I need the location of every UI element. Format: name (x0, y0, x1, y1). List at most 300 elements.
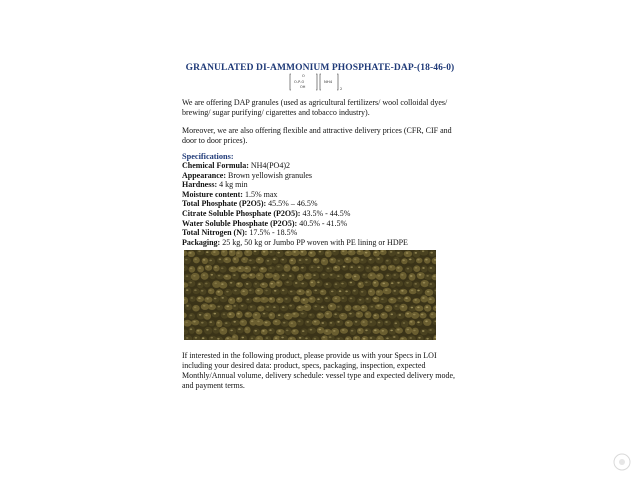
granule-highlight (259, 307, 262, 309)
granule (303, 304, 311, 311)
granule-highlight (359, 299, 362, 301)
granule-highlight (221, 297, 224, 299)
granule (427, 296, 435, 303)
granule (237, 327, 244, 334)
granule (232, 288, 241, 295)
granule (310, 280, 316, 287)
granule-highlight (190, 328, 193, 330)
granule (185, 287, 192, 294)
granule-highlight (191, 297, 194, 299)
spec-label: Citrate Soluble Phosphate (P2O5): (182, 208, 301, 218)
granule-highlight (229, 313, 232, 315)
granule (385, 273, 392, 280)
granule (231, 320, 240, 326)
granule (296, 289, 305, 295)
granule (265, 273, 273, 279)
granule-highlight (214, 266, 217, 268)
spec-value: 17.5% - 18.5% (247, 228, 298, 238)
granule-highlight (203, 259, 206, 261)
granule (288, 290, 296, 296)
granule-highlight (418, 337, 421, 339)
granule (236, 250, 243, 257)
granule-highlight (403, 322, 406, 324)
granule (204, 281, 211, 287)
granule-highlight (310, 329, 313, 331)
granule-highlight (290, 338, 293, 340)
granule-highlight (346, 274, 349, 276)
granule-highlight (350, 266, 353, 268)
granule-highlight (205, 283, 208, 285)
spec-value: 4 kg min (217, 180, 248, 190)
granule-highlight (206, 298, 209, 300)
granule-highlight (242, 274, 245, 276)
granule (384, 320, 391, 326)
granule (300, 265, 306, 272)
granule (192, 305, 199, 312)
granule-highlight (369, 290, 372, 292)
granule (412, 328, 419, 335)
granule-highlight (289, 275, 292, 277)
delivery-paragraph: Moreover, we are also offering flexible and attractive delivery prices (CFR, CIF and door to door prices). (182, 126, 452, 145)
granule (324, 296, 331, 302)
granule (416, 258, 423, 264)
granule (223, 257, 231, 263)
granule (344, 289, 351, 295)
granule-highlight (190, 315, 193, 317)
granule-highlight (322, 260, 325, 262)
granule-highlight (381, 266, 384, 268)
granule (308, 313, 315, 319)
granule (280, 273, 288, 280)
granule-highlight (249, 289, 252, 291)
granule (345, 305, 352, 312)
granule (219, 295, 227, 302)
granule-highlight (249, 260, 252, 262)
granule-highlight (330, 274, 333, 276)
granule (189, 266, 196, 273)
granule-highlight (299, 337, 302, 339)
granule (268, 312, 275, 319)
granule-highlight (391, 282, 394, 284)
spec-label: Chemical Formula: (182, 161, 249, 170)
spec-label: Hardness: (182, 180, 218, 190)
granule-highlight (363, 274, 366, 276)
granule (268, 250, 275, 256)
formula-middle-label: O-P-O (294, 80, 305, 84)
granule (208, 288, 215, 294)
granule-highlight (237, 252, 240, 254)
granule (197, 266, 204, 273)
granule (348, 281, 355, 287)
granule (268, 266, 276, 272)
granule-highlight (334, 313, 337, 315)
granule-highlight (290, 291, 293, 293)
granule-highlight (282, 274, 285, 276)
granule-highlight (422, 297, 425, 299)
granule-highlight (430, 267, 433, 269)
granule (363, 280, 371, 286)
granule (336, 305, 342, 312)
granule-highlight (225, 322, 228, 324)
granule (188, 280, 196, 287)
granule (184, 274, 192, 281)
granule (373, 250, 380, 256)
granule (393, 257, 400, 264)
granule-highlight (377, 305, 380, 307)
granule (216, 274, 224, 280)
granule-highlight (273, 306, 276, 308)
granule (401, 320, 409, 327)
granule-highlight (270, 314, 273, 316)
granule (424, 274, 433, 280)
granule-highlight (198, 283, 201, 285)
granule-highlight (291, 259, 294, 261)
granule-highlight (401, 306, 404, 308)
granule (204, 297, 212, 303)
spec-value: NH4(PO4)2 (248, 161, 290, 170)
granule-highlight (250, 306, 253, 308)
granule (400, 304, 408, 311)
granule-highlight (350, 282, 353, 284)
granule-highlight (270, 251, 273, 253)
granule-highlight (361, 291, 364, 293)
granule-highlight (426, 275, 429, 277)
granule-highlight (295, 282, 298, 284)
granule-highlight (230, 251, 233, 253)
granule-highlight (347, 322, 350, 324)
granule (255, 288, 263, 295)
granule-highlight (345, 291, 348, 293)
spec-label: Total Phosphate (P2O5): (182, 199, 267, 209)
granule (324, 282, 332, 288)
granule-highlight (366, 298, 369, 300)
granule-highlight (382, 314, 385, 316)
granule-highlight (293, 251, 296, 253)
granule (275, 264, 283, 271)
granule (204, 313, 212, 320)
granule (245, 312, 253, 318)
granule (196, 329, 203, 335)
granule (280, 305, 288, 312)
granule-highlight (335, 267, 338, 269)
granule-highlight (195, 337, 198, 339)
granule (193, 257, 200, 264)
granule-highlight (401, 290, 404, 292)
granule-highlight (255, 314, 258, 316)
granule-highlight (226, 291, 229, 293)
granule (275, 250, 283, 257)
granule (345, 320, 353, 327)
granule (191, 320, 199, 326)
granule-highlight (258, 259, 261, 261)
granule-highlight (222, 251, 225, 253)
granule (411, 312, 419, 319)
spec-item (182, 199, 472, 209)
granule-highlight (362, 306, 365, 308)
granule (313, 258, 320, 264)
granule-highlight (289, 305, 292, 307)
granule-highlight (245, 328, 248, 330)
granule (336, 258, 344, 265)
granule (397, 313, 405, 319)
granule-highlight (227, 306, 230, 308)
granule (396, 281, 404, 287)
granule (252, 266, 259, 272)
granule (365, 297, 372, 303)
granule (281, 320, 289, 326)
granule-highlight (383, 283, 386, 285)
granule-highlight (311, 266, 314, 268)
granule (319, 305, 327, 311)
granule (416, 320, 422, 326)
granule (268, 297, 275, 303)
granule-highlight (430, 283, 433, 285)
granule-highlight (307, 291, 310, 293)
granule-highlight (321, 306, 324, 308)
granule-highlight (262, 330, 265, 332)
granule (428, 282, 436, 288)
granule-highlight (361, 259, 364, 261)
granule-highlight (237, 283, 240, 285)
granule-highlight (262, 283, 265, 285)
granule (392, 273, 399, 279)
granule (307, 327, 316, 334)
granule-highlight (293, 313, 296, 315)
granule (305, 289, 312, 296)
granule-highlight (274, 290, 277, 292)
granule (424, 305, 431, 312)
granule-highlight (194, 289, 197, 291)
granule-highlight (214, 328, 217, 330)
granule-highlight (422, 267, 425, 269)
granule-highlight (382, 330, 385, 332)
granule (340, 328, 348, 334)
granule-highlight (370, 337, 373, 339)
granule-highlight (333, 330, 336, 332)
granule (297, 319, 304, 326)
granule-highlight (306, 321, 309, 323)
granule-highlight (366, 313, 369, 315)
granule (299, 281, 308, 287)
granule-highlight (186, 337, 189, 339)
granule (321, 258, 328, 265)
spec-value: 40.5% - 41.5% (297, 218, 348, 228)
granule-highlight (285, 298, 288, 300)
granule-highlight (426, 306, 429, 308)
granule (413, 250, 421, 258)
granule (325, 250, 332, 257)
granule (335, 320, 343, 327)
granule-highlight (225, 258, 228, 260)
granule (339, 313, 347, 320)
granule-highlight (391, 313, 394, 315)
granule-highlight (273, 258, 276, 260)
granule-highlight (385, 321, 388, 323)
granule (399, 289, 407, 295)
granule-highlight (314, 338, 317, 340)
granule-highlight (337, 321, 340, 323)
granule-highlight (370, 321, 373, 323)
granule-highlight (339, 290, 342, 292)
spec-label: Moisture content: (182, 189, 243, 199)
granule (380, 265, 387, 271)
granule-highlight (189, 282, 192, 284)
granule (420, 295, 428, 302)
granule (276, 280, 283, 287)
granule-highlight (393, 336, 396, 338)
granule-highlight (377, 258, 380, 260)
granule-highlight (267, 274, 270, 276)
granule-highlight (301, 313, 304, 315)
granule-highlight (419, 274, 422, 276)
spec-item (182, 180, 472, 190)
specifications-list (182, 161, 472, 247)
granule-highlight (399, 314, 402, 316)
granule (260, 297, 269, 303)
granule-highlight (190, 268, 193, 270)
granule (291, 312, 299, 318)
granule-highlight (219, 258, 222, 260)
granule-highlight (327, 268, 330, 270)
granule-highlight (242, 337, 245, 339)
granule (329, 321, 336, 327)
granule-highlight (194, 258, 197, 260)
granule-highlight (409, 259, 412, 261)
granule-highlight (254, 250, 257, 252)
granule-highlight (335, 297, 338, 299)
granule-highlight (433, 275, 436, 277)
granule (368, 272, 377, 279)
granule-highlight (355, 321, 358, 323)
granule (340, 296, 347, 303)
granule-highlight (257, 321, 260, 323)
granule-highlight (326, 313, 329, 315)
granule-highlight (398, 297, 401, 299)
granule (185, 303, 192, 310)
granule-highlight (206, 266, 209, 268)
spec-value: 25 kg, 50 kg or Jumbo PP woven with PE lining or HDPE (220, 237, 408, 247)
granule (395, 251, 403, 258)
granule (280, 288, 288, 295)
granule (317, 313, 324, 319)
granule-highlight (397, 282, 400, 284)
granule (219, 266, 226, 273)
granule-highlight (206, 329, 209, 331)
granule-highlight (319, 251, 322, 253)
granule (313, 304, 321, 310)
granule-highlight (209, 290, 212, 292)
spec-value: 43.5% - 44.5% (300, 208, 351, 218)
granule (320, 289, 327, 295)
closing-paragraph: If interested in the following product, please provide us with your Specs in LOI including your desired data: product, specs, packaging, inspection, expected Monthly/Annual volume, delivery schedule: vessel type and expected delivery mode, and payment terms. (182, 351, 456, 390)
granule (334, 282, 341, 289)
granule (312, 320, 320, 326)
granule (348, 312, 355, 318)
granule (376, 273, 384, 280)
granule-highlight (374, 329, 377, 331)
granule-highlight (358, 266, 361, 268)
granule (288, 273, 295, 280)
granule (248, 288, 255, 294)
granule-highlight (291, 322, 294, 324)
spec-item (182, 219, 472, 229)
granule (232, 303, 239, 310)
granule (373, 328, 380, 334)
granule (288, 304, 295, 310)
granule (213, 296, 220, 303)
granule-highlight (358, 250, 361, 252)
granule (268, 328, 275, 334)
granule (393, 320, 399, 328)
granule-highlight (414, 283, 417, 285)
granule-highlight (374, 315, 377, 317)
watermark-logo-icon (612, 452, 632, 472)
granule (285, 251, 293, 257)
granule-highlight (374, 252, 377, 254)
granule (350, 328, 357, 335)
granule (365, 265, 372, 272)
granule (297, 274, 304, 281)
granule (205, 265, 212, 271)
granule-highlight (251, 320, 254, 322)
granule (208, 304, 216, 310)
granule-highlight (217, 322, 220, 324)
granule-highlight (270, 283, 273, 285)
granule-highlight (365, 252, 368, 254)
granule-highlight (322, 274, 325, 276)
granule (376, 290, 383, 296)
granule-highlight (199, 314, 202, 316)
granule-highlight (326, 283, 329, 285)
granule-highlight (325, 330, 328, 332)
granule (356, 265, 364, 272)
granule-highlight (319, 329, 322, 331)
granule-highlight (194, 306, 197, 308)
granule-highlight (413, 314, 416, 316)
granule-highlight (210, 305, 213, 307)
granule-highlight (223, 313, 226, 315)
granule-highlight (411, 307, 414, 309)
granule-highlight (386, 260, 389, 262)
granule (396, 296, 404, 302)
granule-highlight (309, 314, 312, 316)
granule-highlight (301, 251, 304, 253)
granule (409, 288, 417, 294)
granule-highlight (350, 298, 353, 300)
granule (285, 328, 292, 336)
granule (329, 258, 336, 264)
granule (323, 329, 331, 335)
granule-highlight (201, 290, 204, 292)
granule-highlight (205, 314, 208, 316)
granule (308, 250, 316, 257)
granule-highlight (406, 282, 409, 284)
granule-highlight (186, 275, 189, 277)
granule-highlight (425, 320, 428, 322)
granule-highlight (314, 259, 317, 261)
granule (331, 328, 339, 336)
granule (236, 311, 243, 318)
granule (400, 272, 407, 280)
granule-highlight (214, 313, 217, 315)
granule (245, 298, 252, 304)
granule (333, 265, 340, 271)
granule (201, 303, 209, 310)
granule (372, 296, 380, 302)
spec-item (182, 228, 472, 238)
granule (413, 265, 420, 272)
granule (289, 321, 297, 328)
